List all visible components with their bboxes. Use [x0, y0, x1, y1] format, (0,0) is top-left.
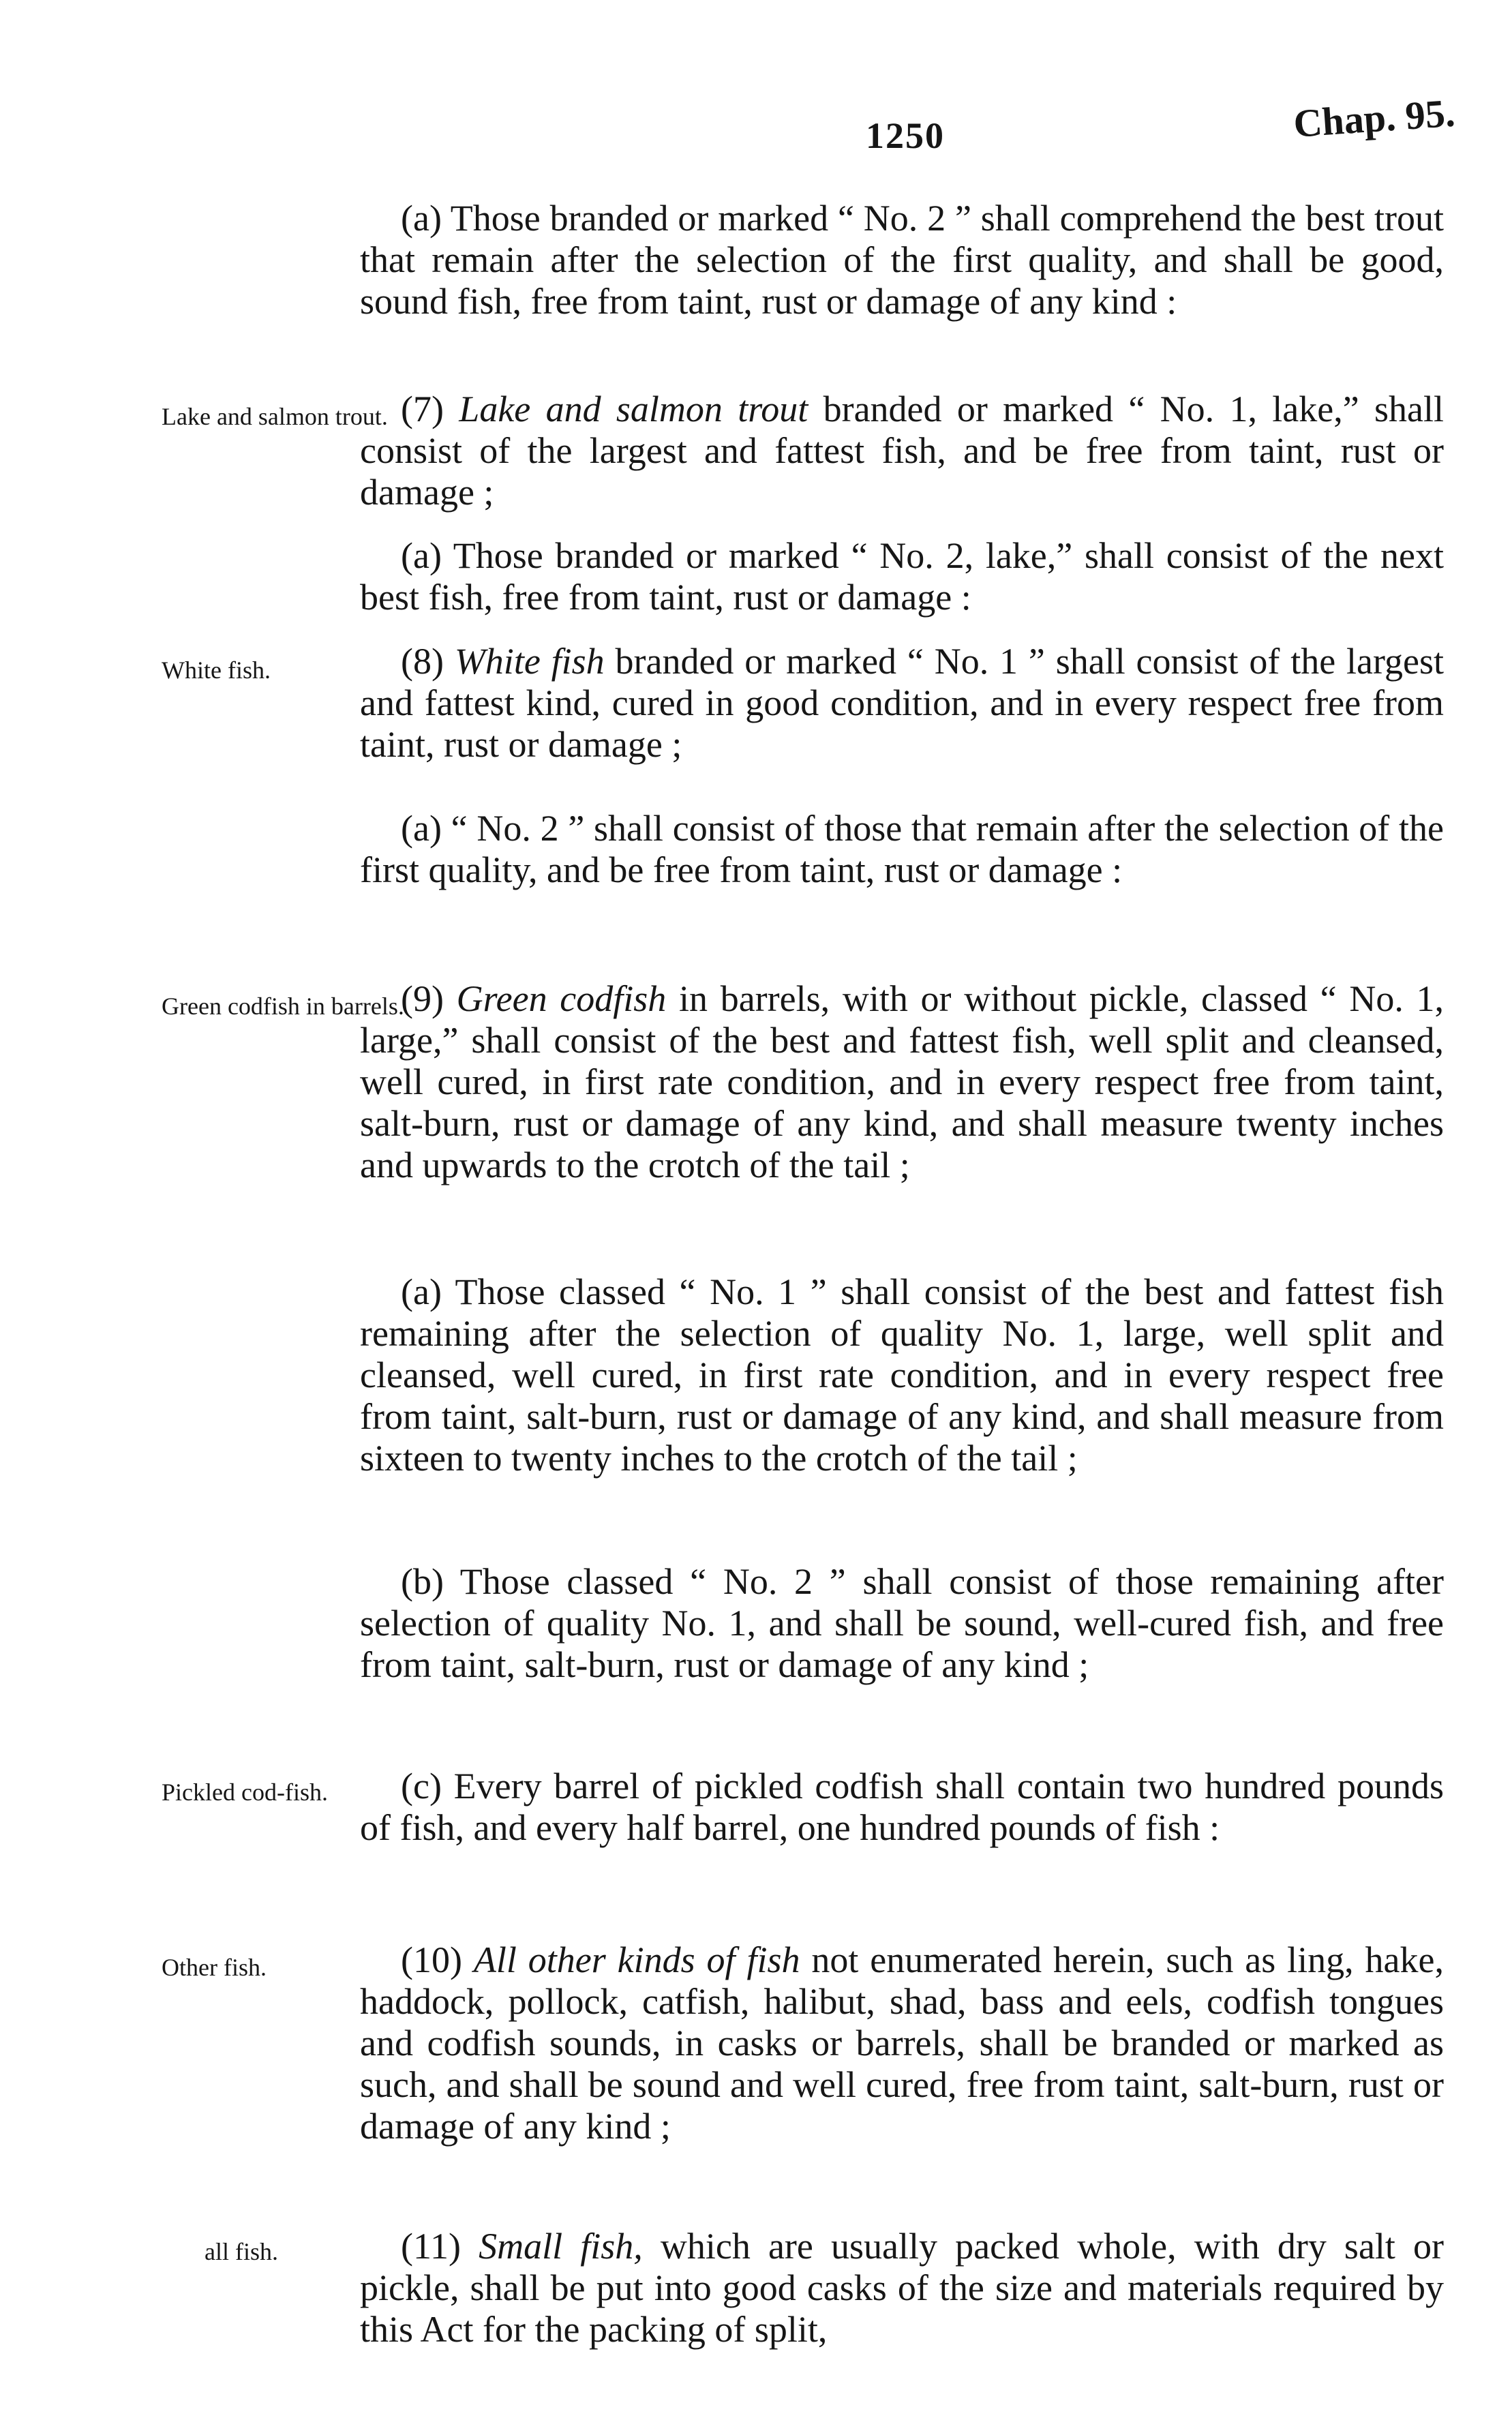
paragraph-7-title: Lake and salmon trout	[459, 389, 808, 429]
paragraph-11-text: which are usually packed whole, with dry salt or pickle, shall be put into good casks of the size and materials required by this Act for the packing of split,	[360, 2226, 1445, 2350]
paragraph-10	[360, 1939, 1444, 2147]
paragraph-11-number: (11)	[401, 2226, 461, 2267]
paragraph-8-number: (8)	[401, 641, 444, 682]
paragraph-7-number: (7)	[401, 389, 444, 429]
paragraph-10-number: (10)	[401, 1939, 462, 1980]
paragraph-7-text: branded or marked “ No. 1, lake,” shall consist of the largest and fattest fish, and be free from taint, rust or damage ;	[360, 389, 1445, 513]
margin-note-pickled-codfish: Pickled cod-fish.	[162, 1779, 328, 1806]
paragraph-11-title: Small fish,	[479, 2226, 643, 2267]
margin-note-green-codfish: Green codfish in barrels.	[162, 993, 404, 1020]
margin-note-white-fish: White fish.	[162, 656, 271, 684]
page-number: 1250	[866, 115, 945, 156]
paragraph-8	[360, 641, 1444, 766]
paragraph-9b: (b) Those classed “ No. 2 ” shall consist of those remaining after selection of quality No. 1, and shall be sound, well-cured fish, and free from taint, salt-burn, rust or damage of any kind ;	[360, 1561, 1444, 1685]
paragraph-8-text: branded or marked “ No. 1 ” shall consist of the largest and fattest kind, cured in good condition, and in every respect free from taint, rust or damage ;	[360, 641, 1445, 765]
paragraph-9-title: Green codfish	[456, 978, 667, 1019]
paragraph-8-title: White fish	[454, 641, 605, 682]
paragraph-9c: (c) Every barrel of pickled codfish shall contain two hundred pounds of fish, and every half barrel, one hundred pounds of fish :	[360, 1766, 1444, 1848]
chapter-heading: Chap. 95.	[1292, 90, 1457, 147]
paragraph-9-text: in barrels, with or without pickle, classed “ No. 1, large,” shall consist of the best and fattest fish, well split and cleansed, well cured, in first rate condition, and in every respect free from taint, salt-burn, rust or damage of any kind, and shall measure twenty inches and upwards to the crotch of the tail ;	[360, 978, 1445, 1185]
paragraph-10-title: All other kinds of fish	[473, 1939, 800, 1980]
paragraph-7a: (a) Those branded or marked “ No. 2, lake,” shall consist of the next best fish, free from taint, rust or damage :	[360, 535, 1444, 618]
margin-note-lake-salmon: Lake and salmon trout.	[162, 403, 388, 430]
paragraph-7	[360, 389, 1444, 513]
paragraph-6a: (a) Those branded or marked “ No. 2 ” shall comprehend the best trout that remain after the selection of the first quality, and shall be good, sound fish, free from taint, rust or damage of any kind :	[360, 198, 1444, 322]
paragraph-10-text: not enumerated herein, such as ling, hake, haddock, pollock, catfish, halibut, shad, bass and eels, codfish tongues and codfish sounds, in casks or barrels, shall be branded or marked as such, and shall be sound and well cured, free from taint, salt-burn, rust or damage of any kind ;	[360, 1939, 1444, 2147]
paragraph-9	[360, 978, 1444, 1186]
paragraph-8a: (a) “ No. 2 ” shall consist of those that remain after the selection of the first quality, and be free from taint, rust or damage :	[360, 808, 1444, 890]
margin-note-other-fish: Other fish.	[162, 1954, 267, 1981]
margin-note-all-fish: all fish.	[205, 2238, 278, 2265]
paragraph-11	[360, 2226, 1444, 2350]
paragraph-9-number: (9)	[401, 978, 444, 1019]
paragraph-9a: (a) Those classed “ No. 1 ” shall consist of the best and fattest fish remaining after the selection of quality No. 1, large, well split and cleansed, well cured, in first rate condition, and in every respect free from taint, salt-burn, rust or damage of any kind, and shall measure from sixteen to twenty inches to the crotch of the tail ;	[360, 1271, 1444, 1479]
